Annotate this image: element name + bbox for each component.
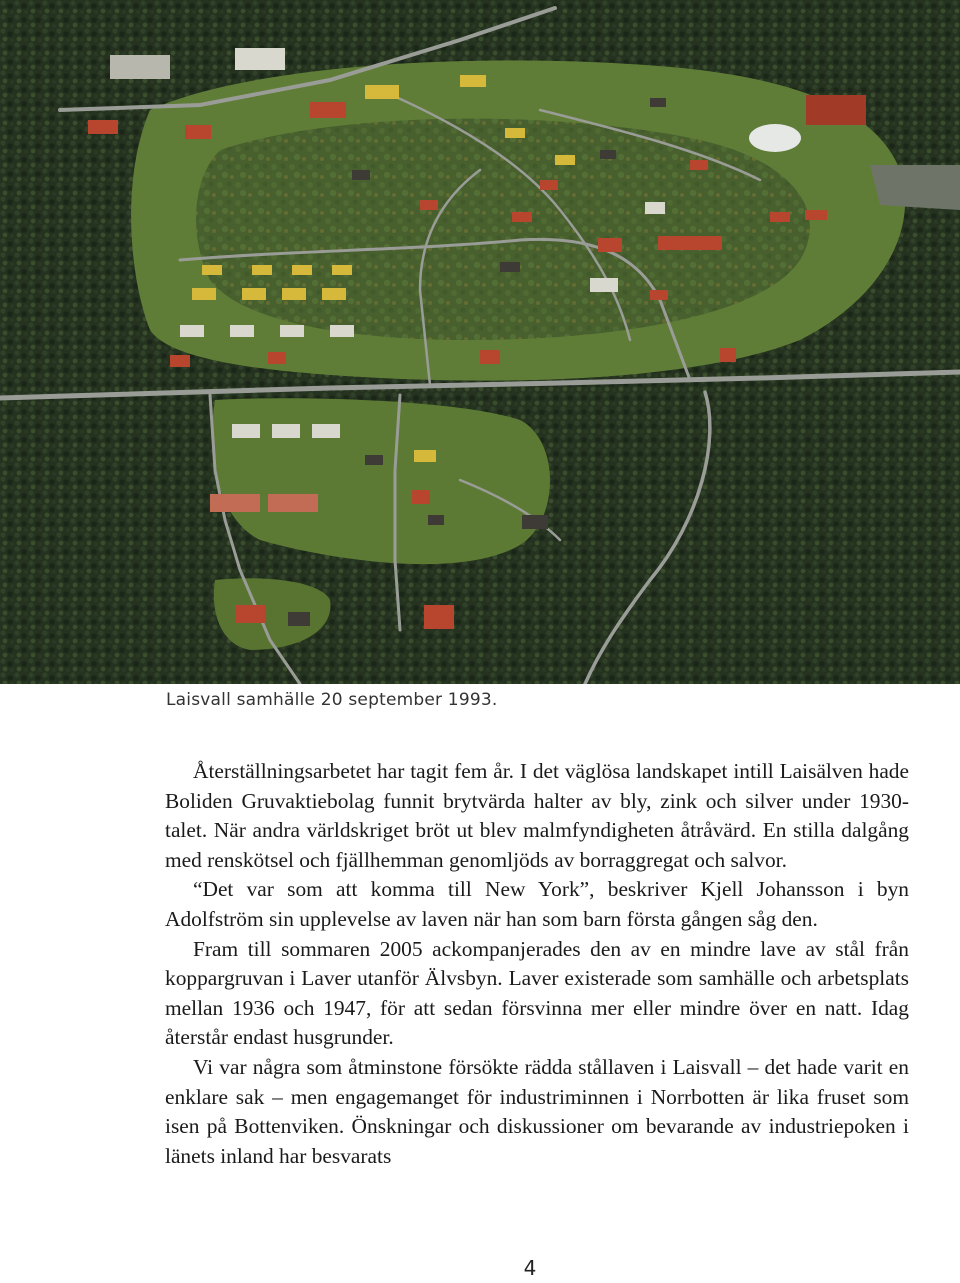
- paragraph: Vi var några som åtminstone försökte rädda stållaven i Laisvall – det hade varit en enklare sak – men engagemanget för industriminnen i Norrbotten är lika fruset som isen på Bottenviken. Önskningar och diskussioner om bevarande av industriepoken i länets inland har besvarats: [165, 1054, 909, 1168]
- body-text: [165, 757, 909, 1171]
- page-number: 4: [523, 1256, 537, 1280]
- paragraph: “Det var som att komma till New York”, beskriver Kjell Johansson i byn Adolfström sin upplevelse av laven när han som barn första gången såg den.: [165, 877, 909, 931]
- paragraph: Återställningsarbetet har tagit fem år. I det väglösa landskapet intill Laisälven hade Boliden Gruvaktiebolag funnit brytvärda halter av bly, zink och silver under 1930-talet. När andra världskriget bröt ut blev malmfyndigheten åtråvärd. En stilla dalgång med renskötsel och fjällhemman genomljöds av borraggregat och salvor.: [165, 759, 909, 872]
- photo-caption: Laisvall samhälle 20 september 1993.: [166, 690, 498, 710]
- paragraph: Fram till sommaren 2005 ackompanjerades den av en mindre lave av stål från koppargruvan i Laver utanför Älvsbyn. Laver existerade som samhälle och arbetsplats mellan 1936 och 1947, för att sedan försvinna mer eller mindre över en natt. Idag återstår endast husgrunder.: [165, 936, 909, 1050]
